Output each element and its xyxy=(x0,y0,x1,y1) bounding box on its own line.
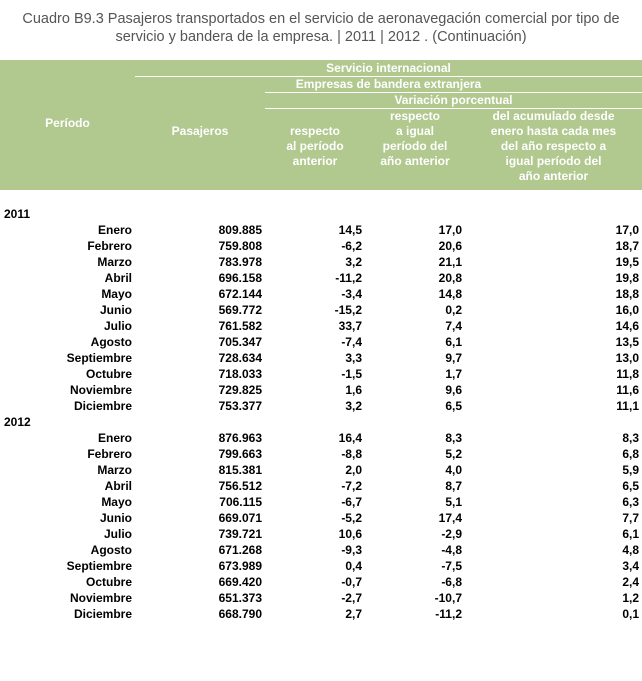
variacion-igual-periodo-cell: 20,8 xyxy=(438,271,462,285)
variacion-acumulado-cell: 6,3 xyxy=(622,495,639,509)
table-row xyxy=(0,334,642,350)
variacion-acumulado-cell: 3,4 xyxy=(622,559,639,573)
table-title-line-2: servicio y bandera de la empresa. | 2011 | 2012 . (Continuación) xyxy=(115,29,527,45)
variacion-igual-periodo-cell: 14,8 xyxy=(438,287,462,301)
variacion-igual-periodo-cell: -6,8 xyxy=(441,575,462,589)
month-cell: Octubre xyxy=(85,367,132,381)
pasajeros-cell: 876.963 xyxy=(218,431,262,445)
variacion-acumulado-cell: 11,6 xyxy=(616,383,639,397)
variacion-periodo-anterior-cell: 33,7 xyxy=(338,319,362,333)
pasajeros-cell: 756.512 xyxy=(218,479,262,493)
table-title-line-1: Cuadro B9.3 Pasajeros transportados en el servicio de aeronavegación comercial por tipo de xyxy=(22,11,620,27)
variacion-igual-periodo-cell: 9,6 xyxy=(445,383,462,397)
month-cell: Octubre xyxy=(85,575,132,589)
header-servicio-internacional: Servicio internacional xyxy=(326,61,451,75)
month-cell: Febrero xyxy=(87,239,132,253)
header-col2-line-2: a igual xyxy=(395,124,434,138)
variacion-periodo-anterior-cell: 1,6 xyxy=(345,383,362,397)
variacion-acumulado-cell: 8,3 xyxy=(622,431,639,445)
table-row xyxy=(0,286,642,302)
month-cell: Agosto xyxy=(90,543,132,557)
variacion-periodo-anterior-cell: 2,0 xyxy=(345,463,362,477)
table-row xyxy=(0,238,642,254)
variacion-periodo-anterior-cell: -7,4 xyxy=(341,335,362,349)
variacion-igual-periodo-cell: 9,7 xyxy=(445,351,462,365)
table-row xyxy=(0,494,642,510)
pasajeros-cell: 739.721 xyxy=(218,527,262,541)
table-row xyxy=(0,382,642,398)
table-row xyxy=(0,318,642,334)
table-row xyxy=(0,222,642,238)
table-row xyxy=(0,350,642,366)
pasajeros-cell: 759.808 xyxy=(218,239,262,253)
variacion-acumulado-cell: 1,2 xyxy=(622,591,639,605)
header-col1-line-3: anterior xyxy=(292,154,338,168)
variacion-acumulado-cell: 2,4 xyxy=(622,575,639,589)
month-cell: Agosto xyxy=(90,335,132,349)
variacion-periodo-anterior-cell: 3,2 xyxy=(345,399,362,413)
header-pasajeros: Pasajeros xyxy=(171,124,229,138)
variacion-igual-periodo-cell: 6,5 xyxy=(445,399,462,413)
variacion-igual-periodo-cell: -2,9 xyxy=(441,527,462,541)
month-cell: Mayo xyxy=(101,287,132,301)
table-row xyxy=(0,574,642,590)
month-cell: Septiembre xyxy=(66,559,132,573)
variacion-igual-periodo-cell: -7,5 xyxy=(441,559,462,573)
header-col3-line-1: del acumulado desde xyxy=(492,109,615,123)
pasajeros-cell: 673.989 xyxy=(218,559,262,573)
table-row xyxy=(0,590,642,606)
variacion-acumulado-cell: 11,1 xyxy=(616,399,639,413)
variacion-igual-periodo-cell: 20,6 xyxy=(438,239,462,253)
variacion-periodo-anterior-cell: -15,2 xyxy=(334,303,362,317)
pasajeros-cell: 668.790 xyxy=(218,607,262,621)
month-cell: Noviembre xyxy=(69,591,132,605)
header-col3-line-5: año anterior xyxy=(518,169,589,183)
variacion-igual-periodo-cell: 17,4 xyxy=(438,511,462,525)
header-col3-line-4: igual período del xyxy=(505,154,602,168)
table-row xyxy=(0,542,642,558)
variacion-igual-periodo-cell: -10,7 xyxy=(434,591,462,605)
pasajeros-cell: 761.582 xyxy=(218,319,262,333)
pasajeros-cell: 671.268 xyxy=(218,543,262,557)
month-cell: Abril xyxy=(104,271,132,285)
header-col-acumulado xyxy=(465,109,642,184)
month-cell: Junio xyxy=(100,303,132,317)
table-row xyxy=(0,430,642,446)
pasajeros-cell: 696.158 xyxy=(218,271,262,285)
table-row xyxy=(0,606,642,622)
variacion-periodo-anterior-cell: 3,2 xyxy=(345,255,362,269)
table-title xyxy=(0,10,642,46)
pasajeros-cell: 669.071 xyxy=(218,511,262,525)
header-col2-line-3: período del xyxy=(382,139,448,153)
variacion-acumulado-cell: 7,7 xyxy=(622,511,639,525)
month-cell: Abril xyxy=(104,479,132,493)
variacion-periodo-anterior-cell: 0,4 xyxy=(345,559,362,573)
variacion-acumulado-cell: 16,0 xyxy=(615,303,639,317)
variacion-acumulado-cell: 14,6 xyxy=(615,319,639,333)
pasajeros-cell: 729.825 xyxy=(218,383,262,397)
variacion-igual-periodo-cell: 21,1 xyxy=(438,255,462,269)
variacion-acumulado-cell: 13,0 xyxy=(615,351,639,365)
table-header xyxy=(0,60,642,190)
pasajeros-cell: 728.634 xyxy=(218,351,262,365)
month-cell: Enero xyxy=(97,431,132,445)
month-cell: Julio xyxy=(103,527,132,541)
variacion-periodo-anterior-cell: -0,7 xyxy=(341,575,362,589)
year-label: 2012 xyxy=(4,415,31,429)
month-cell: Enero xyxy=(97,223,132,237)
pasajeros-cell: 753.377 xyxy=(218,399,262,413)
variacion-igual-periodo-cell: 7,4 xyxy=(445,319,462,333)
variacion-periodo-anterior-cell: 3,3 xyxy=(345,351,362,365)
pasajeros-cell: 669.420 xyxy=(218,575,262,589)
year-label: 2011 xyxy=(4,207,31,221)
header-col2-line-4: año anterior xyxy=(380,154,450,168)
header-col-respecto-periodo-anterior xyxy=(265,124,365,169)
variacion-igual-periodo-cell: -4,8 xyxy=(441,543,462,557)
variacion-periodo-anterior-cell: -11,2 xyxy=(335,271,362,285)
variacion-periodo-anterior-cell: 14,5 xyxy=(338,223,362,237)
header-empresas-bandera-extranjera: Empresas de bandera extranjera xyxy=(295,77,482,91)
header-variacion-porcentual: Variación porcentual xyxy=(394,93,513,107)
variacion-periodo-anterior-cell: 10,6 xyxy=(338,527,362,541)
table-row xyxy=(0,302,642,318)
variacion-igual-periodo-cell: 0,2 xyxy=(445,303,462,317)
variacion-igual-periodo-cell: 6,1 xyxy=(445,335,462,349)
variacion-acumulado-cell: 6,5 xyxy=(622,479,639,493)
month-cell: Marzo xyxy=(97,463,132,477)
variacion-periodo-anterior-cell: -7,2 xyxy=(341,479,362,493)
pasajeros-cell: 809.885 xyxy=(218,223,262,237)
header-col1-line-2: al período xyxy=(286,139,344,153)
variacion-acumulado-cell: 17,0 xyxy=(615,223,639,237)
pasajeros-cell: 783.978 xyxy=(218,255,262,269)
table-row xyxy=(0,254,642,270)
variacion-acumulado-cell: 5,9 xyxy=(622,463,639,477)
variacion-acumulado-cell: 13,5 xyxy=(615,335,639,349)
month-cell: Diciembre xyxy=(73,399,132,413)
variacion-igual-periodo-cell: 5,2 xyxy=(445,447,462,461)
table-row xyxy=(0,446,642,462)
variacion-igual-periodo-cell: 17,0 xyxy=(438,223,462,237)
variacion-acumulado-cell: 0,1 xyxy=(622,607,639,621)
table-row xyxy=(0,558,642,574)
header-col-respecto-igual-periodo xyxy=(365,109,465,169)
pasajeros-cell: 706.115 xyxy=(219,495,262,509)
header-col3-line-2: enero hasta cada mes xyxy=(490,124,617,138)
variacion-acumulado-cell: 11,8 xyxy=(616,367,639,381)
variacion-periodo-anterior-cell: -2,7 xyxy=(341,591,362,605)
variacion-periodo-anterior-cell: -6,7 xyxy=(341,495,362,509)
variacion-acumulado-cell: 19,8 xyxy=(615,271,639,285)
variacion-periodo-anterior-cell: -3,4 xyxy=(341,287,362,301)
table-row xyxy=(0,398,642,414)
variacion-periodo-anterior-cell: 2,7 xyxy=(345,607,362,621)
month-cell: Marzo xyxy=(97,255,132,269)
variacion-periodo-anterior-cell: -8,8 xyxy=(341,447,362,461)
variacion-acumulado-cell: 6,8 xyxy=(622,447,639,461)
table-row xyxy=(0,526,642,542)
table-row xyxy=(0,366,642,382)
pasajeros-cell: 815.381 xyxy=(218,463,262,477)
pasajeros-cell: 799.663 xyxy=(218,447,262,461)
pasajeros-cell: 569.772 xyxy=(218,303,262,317)
variacion-acumulado-cell: 19,5 xyxy=(615,255,639,269)
header-col2-line-1: respecto xyxy=(389,109,441,123)
variacion-acumulado-cell: 18,7 xyxy=(615,239,639,253)
variacion-acumulado-cell: 18,8 xyxy=(615,287,639,301)
month-cell: Julio xyxy=(103,319,132,333)
variacion-igual-periodo-cell: 8,7 xyxy=(445,479,462,493)
variacion-periodo-anterior-cell: -1,5 xyxy=(341,367,362,381)
variacion-igual-periodo-cell: 1,7 xyxy=(445,367,462,381)
month-cell: Diciembre xyxy=(73,607,132,621)
pasajeros-cell: 718.033 xyxy=(218,367,262,381)
variacion-periodo-anterior-cell: -6,2 xyxy=(341,239,362,253)
year-row xyxy=(0,206,642,222)
pasajeros-cell: 651.373 xyxy=(218,591,262,605)
variacion-igual-periodo-cell: 4,0 xyxy=(445,463,462,477)
table-row xyxy=(0,510,642,526)
month-cell: Junio xyxy=(100,511,132,525)
header-col1-line-1: respecto xyxy=(289,124,341,138)
header-periodo: Período xyxy=(45,116,90,130)
header-col3-line-3: del año respecto a xyxy=(500,139,607,153)
variacion-acumulado-cell: 4,8 xyxy=(622,543,639,557)
table-row xyxy=(0,270,642,286)
variacion-igual-periodo-cell: -11,2 xyxy=(435,607,462,621)
variacion-periodo-anterior-cell: 16,4 xyxy=(338,431,362,445)
table-row xyxy=(0,478,642,494)
variacion-periodo-anterior-cell: -5,2 xyxy=(341,511,362,525)
variacion-igual-periodo-cell: 5,1 xyxy=(445,495,462,509)
pasajeros-cell: 705.347 xyxy=(218,335,262,349)
month-cell: Mayo xyxy=(101,495,132,509)
pasajeros-cell: 672.144 xyxy=(218,287,262,301)
variacion-igual-periodo-cell: 8,3 xyxy=(445,431,462,445)
variacion-acumulado-cell: 6,1 xyxy=(622,527,639,541)
year-row xyxy=(0,414,642,430)
month-cell: Septiembre xyxy=(66,351,132,365)
variacion-periodo-anterior-cell: -9,3 xyxy=(341,543,362,557)
table-row xyxy=(0,462,642,478)
month-cell: Febrero xyxy=(87,447,132,461)
month-cell: Noviembre xyxy=(69,383,132,397)
